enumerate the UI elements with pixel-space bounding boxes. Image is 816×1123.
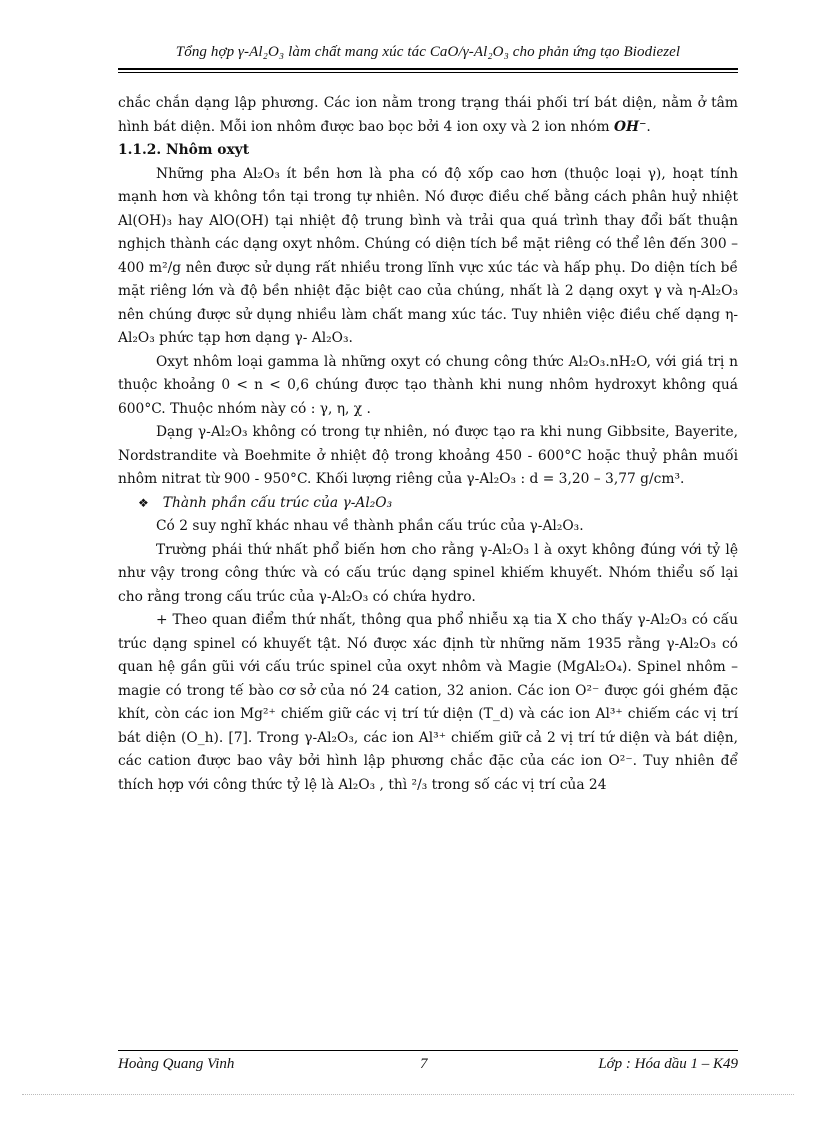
page-body — [118, 92, 738, 797]
running-header: Tổng hợp γ-Al₂O₃ làm chất mang xúc tác CaO/γ-Al₂O₃ cho phản ứng tạo Biodiezel — [175, 44, 681, 60]
paragraph-continued-text: chắc chắn dạng lập phương. Các ion nằm trong trạng thái phối trí bát diện, nằm ở tâm hình bát diện. Mỗi ion nhôm được bao bọc bởi 4 ion oxy và 2 ion nhóm — [118, 95, 738, 135]
bullet-subheading — [118, 492, 738, 516]
header-rule-thin — [118, 72, 738, 73]
header-rule-thick — [118, 68, 738, 70]
paragraph-4: Có 2 suy nghĩ khác nhau về thành phần cấu trúc của γ-Al₂O₃. — [156, 518, 584, 534]
paragraph-1: Những pha Al₂O₃ ít bền hơn là pha có độ xốp cao hơn (thuộc loại γ), hoạt tính mạnh hơn và không tồn tại trong tự nhiên. Nó được điều chế bằng cách phân huỷ nhiệt Al(OH)₃ hay AlO(OH) tại nhiệt độ trung bình và trải qua quá trình thay đổi bất thuận nghịch thành các dạng oxyt nhôm. Chúng có diện tích bề mặt riêng có thể lên đến 300 – 400 m²/g nên được sử dụng rất nhiều trong lĩnh vực xúc tác và hấp phụ. Do diện tích bề mặt riêng lớn và độ bền nhiệt đặc biệt cao của chúng, nhất là 2 dạng oxyt γ và η-Al₂O₃ nên chúng được sử dụng nhiều làm chất mang xúc tác. Tuy nhiên việc điều chế dạng η-Al₂O₃ phức tạp hơn dạng γ- Al₂O₃. — [118, 165, 738, 346]
page-number: 7 — [420, 1056, 428, 1072]
diamond-bullet-icon: ❖ — [138, 495, 149, 510]
footer-class: Lớp : Hóa dầu 1 – K49 — [598, 1056, 738, 1072]
paragraph-3: Dạng γ-Al₂O₃ không có trong tự nhiên, nó được tạo ra khi nung Gibbsite, Bayerite, Nordstrandite và Boehmite ở nhiệt độ trong khoảng 450 - 600°C hoặc thuỷ phân muối nhôm nitrat từ 900 - 950°C. Khối lượng riêng của γ-Al₂O₃ : d = 3,20 – 3,77 g/cm³. — [118, 424, 738, 487]
paragraph-5: Trường phái thứ nhất phổ biến hơn cho rằng γ-Al₂O₃ l à oxyt không đúng với tỷ lệ như vậy trong công thức và có cấu trúc dạng spinel khiếm khuyết. Nhóm thiểu số lại cho rằng trong cấu trúc của γ-Al₂O₃ có chứa hydro. — [118, 541, 738, 605]
paragraph-6: + Theo quan điểm thứ nhất, thông qua phổ nhiễu xạ tia X cho thấy γ-Al₂O₃ có cấu trúc dạng spinel có khuyết tật. Nó được xác định từ những năm 1935 rằng γ-Al₂O₃ có quan hệ gần gũi với cấu trúc spinel của oxyt nhôm và Magie (MgAl₂O₄). Spinel nhôm – magie có trong tế bào cơ sở của nó 24 cation, 32 anion. Các ion O²⁻ được gói ghém đặc khít, còn các ion Mg²⁺ chiếm giữ các vị trí tứ diện (T_d) và các ion Al³⁺ chiếm các vị trí bát diện (O_h). [7]. Trong γ-Al₂O₃, các ion Al³⁺ chiếm giữ cả 2 vị trí tứ diện và bát diện, các cation được bao vây bởi hình lập phương chắc đặc của các ion O²⁻. Tuy nhiên để thích hợp với công thức tỷ lệ là Al₂O₃ , thì ²/₃ trong số các vị trí của 24 — [118, 612, 738, 793]
page-footer — [118, 1056, 738, 1076]
paragraph-continued — [118, 92, 738, 139]
page-edge-dotted-line — [22, 1094, 794, 1095]
footer-rule — [118, 1050, 738, 1051]
paragraph-continued-end: . — [646, 118, 651, 135]
bullet-subheading-text: Thành phần cấu trúc của γ-Al₂O₃ — [162, 494, 393, 511]
oh-formula: OH⁻ — [614, 118, 647, 135]
paragraph-2: Oxyt nhôm loại gamma là những oxyt có chung công thức Al₂O₃.nH₂O, với giá trị n thuộc khoảng 0 < n < 0,6 chúng được tạo thành khi nung nhôm hydroxyt không quá 600°C. Thuộc nhóm này có : γ, η, χ . — [118, 353, 738, 417]
section-heading: 1.1.2. Nhôm oxyt — [118, 142, 250, 158]
footer-author: Hoàng Quang Vinh — [118, 1056, 235, 1072]
